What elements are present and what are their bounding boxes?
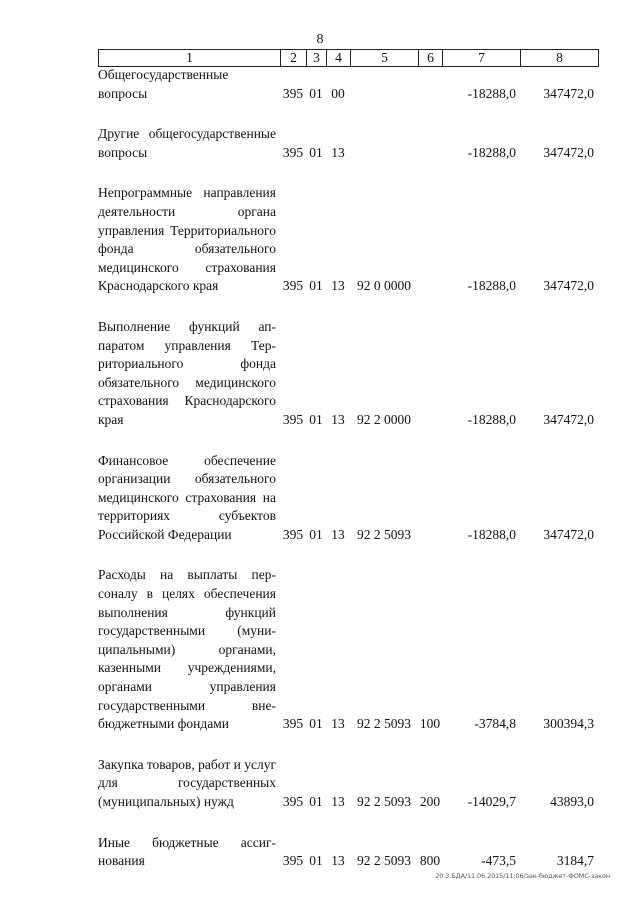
row-cell-2: 395 <box>282 853 304 869</box>
table-row <box>98 834 598 871</box>
table-row <box>98 184 598 296</box>
page-number: 8 <box>316 32 324 47</box>
row-cell-6: 100 <box>419 716 441 732</box>
row-cell-5 <box>350 125 418 162</box>
row-cell-8: 347472,0 <box>543 144 594 160</box>
row-cell-3: 01 <box>309 794 323 809</box>
row-cell-7: -18288,0 <box>467 85 516 101</box>
column-header-8: 8 <box>521 50 599 67</box>
table-row <box>98 318 598 430</box>
row-cell-7: -18288,0 <box>467 278 516 294</box>
table-row <box>98 452 598 545</box>
row-cell-8: 347472,0 <box>543 278 594 294</box>
row-spacer <box>98 812 598 834</box>
row-cell-4: 13 <box>331 853 345 869</box>
row-spacer <box>98 296 598 318</box>
row-cell-6: 200 <box>419 794 441 809</box>
row-cell-8: 3184,7 <box>556 853 594 869</box>
row-description: Непрограммные направления деятельности органа управления Территориального фонда обязательного медицинского страхования Краснодарского края <box>98 185 276 294</box>
row-description: Закупка товаров, работ и услуг для государственных (муниципальных) нужд <box>98 756 276 809</box>
row-cell-5: 92 2 5093 <box>357 853 411 869</box>
row-cell-2: 395 <box>282 716 304 732</box>
row-cell-8: 43893,0 <box>550 794 594 809</box>
row-description: Расходы на выплаты персоналу в целях обеспечения выполнения функций государственными (муниципальными) органами, казенными учреждениями, органами управления государственными внебюджетными фондами <box>98 567 276 732</box>
row-cell-5: 92 2 5093 <box>357 794 411 809</box>
row-cell-7: -18288,0 <box>467 144 516 160</box>
budget-table <box>98 66 598 871</box>
row-cell-4: 00 <box>331 85 345 101</box>
row-cell-6 <box>418 125 442 162</box>
row-description: Общегосударственные вопросы <box>98 67 229 101</box>
row-cell-3: 01 <box>309 144 323 160</box>
row-cell-6: 800 <box>419 853 441 869</box>
row-cell-5: 92 2 0000 <box>357 411 411 427</box>
row-cell-3: 01 <box>309 853 323 869</box>
row-cell-2: 395 <box>282 85 304 101</box>
row-description: Иные бюджетные ассигнования <box>98 834 276 869</box>
row-description: Выполнение функций аппаратом управления Территориального фонда обязательного медицинского страхования Краснодарского края <box>98 318 276 427</box>
row-cell-3: 01 <box>309 526 323 542</box>
table-row <box>98 66 598 103</box>
row-cell-3: 01 <box>309 278 323 294</box>
row-cell-2: 395 <box>282 526 304 542</box>
row-cell-6 <box>418 452 442 545</box>
row-cell-6 <box>418 66 442 103</box>
table-row <box>98 566 598 733</box>
row-cell-3: 01 <box>309 85 323 101</box>
row-cell-3: 01 <box>309 716 323 732</box>
row-cell-7: -473,5 <box>481 853 516 869</box>
row-cell-5 <box>350 66 418 103</box>
document-footer-stamp: 20.3.БДА/11.06.2015/11:06/зак-бюджет-ФОМС-закон <box>435 872 610 880</box>
row-cell-8: 300394,3 <box>543 716 594 732</box>
row-cell-4: 13 <box>331 278 345 294</box>
column-header-2: 2 <box>281 50 307 67</box>
row-cell-3: 01 <box>309 411 323 427</box>
row-description: Финансовое обеспечение организации обязательного медицинского страхования на территориях субъектов Российской Федерации <box>98 452 276 542</box>
row-spacer <box>98 162 598 184</box>
column-header-6: 6 <box>419 50 443 67</box>
row-cell-4: 13 <box>331 144 345 160</box>
row-spacer <box>98 734 598 756</box>
row-cell-4: 13 <box>331 716 345 732</box>
column-header-7: 7 <box>443 50 521 67</box>
column-header-4: 4 <box>327 50 351 67</box>
row-cell-4: 13 <box>331 411 345 427</box>
row-spacer <box>98 544 598 566</box>
row-cell-4: 13 <box>331 526 345 542</box>
row-cell-2: 395 <box>282 144 304 160</box>
row-cell-8: 347472,0 <box>543 85 594 101</box>
row-cell-7: -3784,8 <box>474 716 516 732</box>
row-cell-5: 92 2 5093 <box>357 526 411 542</box>
row-cell-7: -14029,7 <box>467 794 516 809</box>
row-cell-8: 347472,0 <box>543 411 594 427</box>
column-header-5: 5 <box>351 50 419 67</box>
column-header-row <box>99 50 599 67</box>
column-header-3: 3 <box>307 50 327 67</box>
table-row <box>98 756 598 812</box>
row-spacer <box>98 430 598 452</box>
row-description: Другие общегосударственные вопросы <box>98 126 276 160</box>
row-cell-4: 13 <box>331 794 345 809</box>
row-cell-8: 347472,0 <box>543 526 594 542</box>
row-cell-5: 92 2 5093 <box>357 716 411 732</box>
row-cell-5: 92 0 0000 <box>357 278 411 294</box>
row-cell-7: -18288,0 <box>467 411 516 427</box>
row-cell-2: 395 <box>282 411 304 427</box>
row-spacer <box>98 103 598 125</box>
column-header-1: 1 <box>99 50 281 67</box>
table-row <box>98 125 598 162</box>
row-cell-6 <box>418 318 442 430</box>
row-cell-2: 395 <box>282 794 304 809</box>
row-cell-2: 395 <box>282 278 304 294</box>
row-cell-7: -18288,0 <box>467 526 516 542</box>
column-header-table <box>98 49 599 67</box>
row-cell-6 <box>418 184 442 296</box>
